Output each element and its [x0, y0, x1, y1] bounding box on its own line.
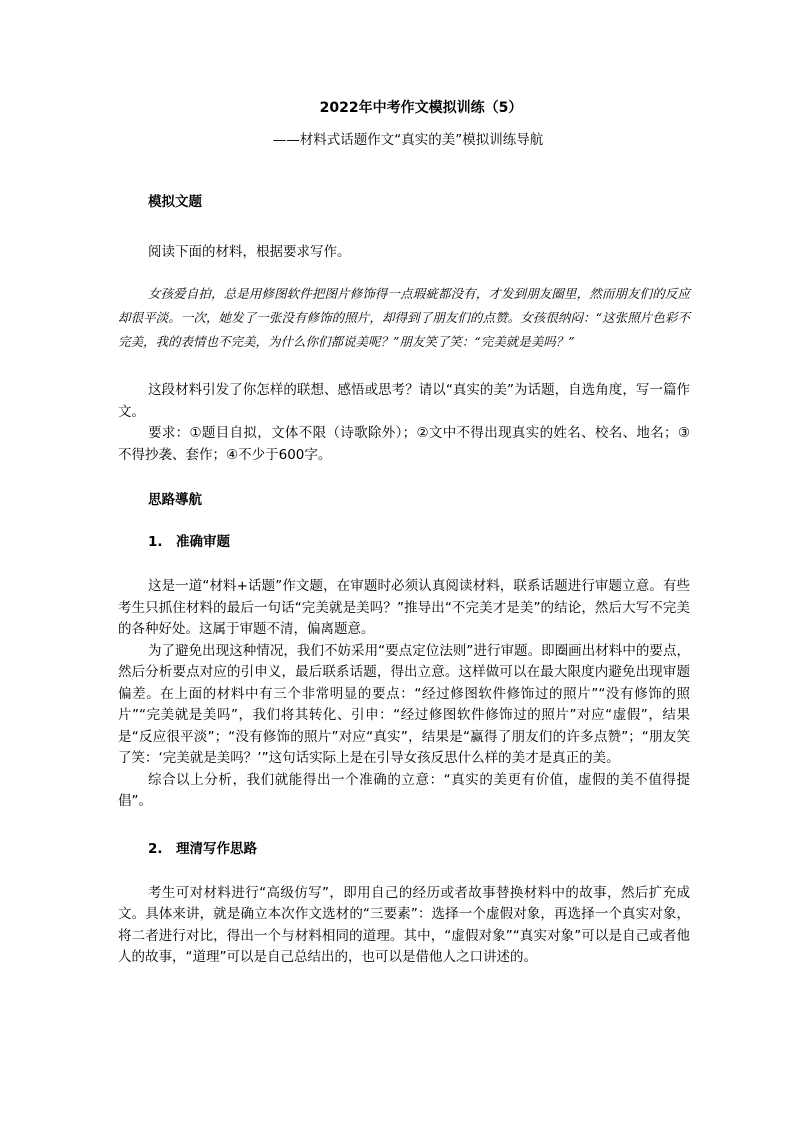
guide-item-2-heading	[118, 839, 690, 859]
section-heading-prompt: 模拟文题	[148, 194, 202, 210]
guide-item-1-paragraph: 这是一道“材料+话题”作文题，在审题时必须认真阅读材料，联系话题进行审题立意。有些考生只抓住材料的最后一句话“完美就是美吗？”推导出“不完美才是美”的结论，然后大写不完美的各种好处。这属于审题不清，偏离题意。	[118, 578, 690, 637]
section-heading-guide: 思路導航	[148, 492, 202, 508]
guide-item-1-paragraph: 为了避免出现这种情况，我们不妨采用“要点定位法则”进行审题。即圈画出材料中的要点，然后分析要点对应的引申义，最后联系话题，得出立意。这样做可以在最大限度内避免出现审题偏差。在上面的材料中有三个非常明显的要点：“经过修图软件修饰过的照片”“没有修饰的照片”“完美就是美吗”，我们将其转化、引申：“经过修图软件修饰过的照片”对应“虚假”，结果是“反应很平淡”；“没有修饰的照片”对应“真实”，结果是“赢得了朋友们的许多点赞”；“朋友笑了笑：‘完美就是美吗？’”这句话实际上是在引导女孩反思什么样的美才是真正的美。	[118, 642, 690, 766]
document-body	[118, 98, 690, 969]
guide-item-1-heading	[118, 532, 690, 552]
spacer	[118, 354, 690, 380]
spacer	[118, 510, 690, 532]
guide-item-1-paragraph: 综合以上分析，我们就能得出一个准确的立意：“真实的美更有价值，虚假的美不值得提倡”。	[118, 771, 690, 809]
prompt-requirements: 要求：①题目自拟，文体不限（诗歌除外）；②文中不得出现真实的姓名、校名、地名；③不得抄袭、套作；④不少于600字。	[118, 425, 690, 463]
guide-item-1-number: 1.	[148, 534, 163, 550]
spacer	[118, 813, 690, 839]
prompt-task: 这段材料引发了你怎样的联想、感悟或思考？请以“真实的美”为话题，自选角度，写一篇作文。	[118, 382, 690, 420]
spacer	[118, 150, 690, 192]
document-title: 2022年中考作文模拟训练（5）	[319, 100, 523, 116]
prompt-instruction: 阅读下面的材料，根据要求写作。	[148, 244, 351, 260]
prompt-material: 女孩爱自拍，总是用修图软件把图片修饰得一点瑕疵都没有，才发到朋友圈里，然而朋友们的反应却很平淡。一次，她发了一张没有修饰的照片，却得到了朋友们的点赞。女孩很纳闷：“这张照片色彩不完美，我的表情也不完美，为什么你们都说美呢？”朋友笑了笑：“完美就是美吗？”	[118, 286, 690, 349]
guide-item-2-number: 2.	[148, 840, 163, 857]
spacer	[118, 212, 690, 242]
guide-item-2-title: 理清写作思路	[176, 840, 257, 857]
document-subtitle: ——材料式话题作文“真实的美”模拟训练导航	[272, 132, 544, 148]
guide-item-2-paragraph: 考生可对材料进行“高级仿写”，即用自己的经历或者故事替换材料中的故事，然后扩充成文。具体来讲，就是确立本次作文选材的“三要素”：选择一个虚假对象，再选择一个真实对象，将二者进行对比，得出一个与材料相同的道理。其中，“虚假对象”“真实对象”可以是自己或者他人的故事，“道理”可以是自己总结出的，也可以是借他人之口讲述的。	[118, 884, 690, 965]
spacer	[118, 859, 690, 883]
guide-item-1-title: 准确审题	[176, 534, 230, 550]
spacer	[118, 262, 690, 282]
spacer	[118, 466, 690, 490]
spacer	[118, 552, 690, 576]
